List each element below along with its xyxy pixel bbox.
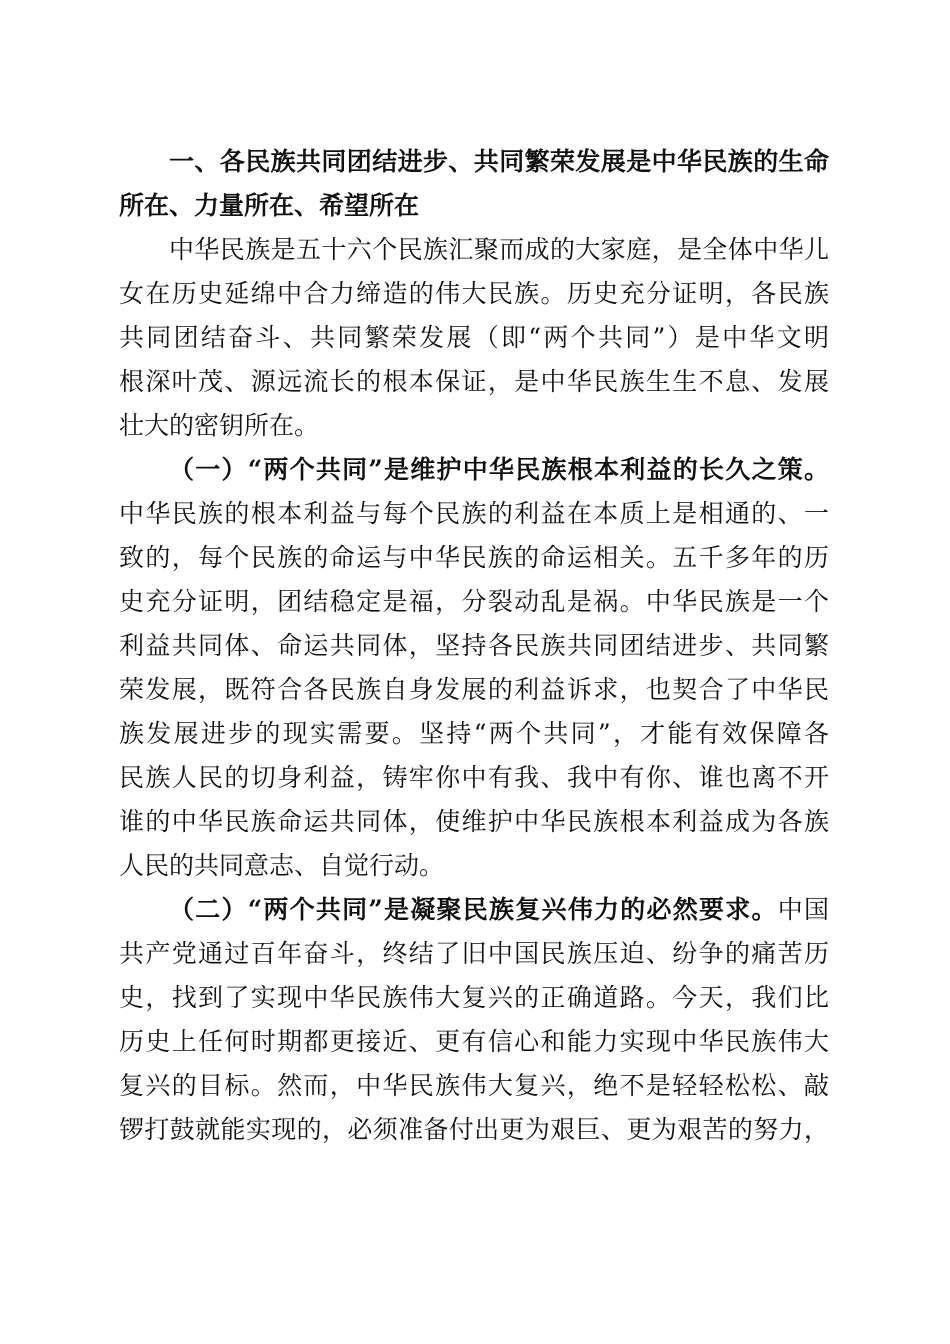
paragraph-line: 壮大的密钥所在。 <box>119 411 320 440</box>
paragraph-line: 利益共同体、命运共同体，坚持各民族共同团结进步、共同繁 <box>119 631 829 660</box>
paragraph-line: 女在历史延绵中合力缔造的伟大民族。历史充分证明，各民族 <box>119 279 829 308</box>
subsection-heading: （一）“两个共同”是维护中华民族根本利益的长久之策。 <box>169 455 829 484</box>
paragraph-line: 锣打鼓就能实现的，必须准备付出更为艰巨、更为艰苦的努力， <box>119 1115 829 1144</box>
paragraph-line: 谁的中华民族命运共同体，使维护中华民族根本利益成为各族 <box>119 807 829 836</box>
paragraph-line: 荣发展，既符合各民族自身发展的利益诉求，也契合了中华民 <box>119 675 829 704</box>
subsection-first-line <box>119 888 829 932</box>
paragraph-line: 史充分证明，团结稳定是福，分裂动乱是祸。中华民族是一个 <box>119 587 829 616</box>
paragraph-text: 中国 <box>777 895 829 924</box>
intro-paragraph <box>119 228 829 448</box>
subsection-heading: （二）“两个共同”是凝聚民族复兴伟力的必然要求。 <box>169 895 778 924</box>
paragraph-line: 民族人民的切身利益，铸牢你中有我、我中有你、谁也离不开 <box>119 763 829 792</box>
section-heading-line-2: 所在、力量所在、希望所在 <box>119 191 420 220</box>
section-1-paragraph <box>119 448 829 888</box>
paragraph-line: 共同团结奋斗、共同繁荣发展（即“两个共同”）是中华文明 <box>119 323 829 352</box>
paragraph-line: 复兴的目标。然而，中华民族伟大复兴，绝不是轻轻松松、敲 <box>119 1071 829 1100</box>
paragraph-line: 根深叶茂、源远流长的根本保证，是中华民族生生不息、发展 <box>119 367 829 396</box>
paragraph-line: 共产党通过百年奋斗，终结了旧中国民族压迫、纷争的痛苦历 <box>119 939 829 968</box>
section-heading-line-1: 一、各民族共同团结进步、共同繁荣发展是中华民族的生命 <box>169 147 829 176</box>
document-page <box>119 140 829 1152</box>
paragraph-line: 人民的共同意志、自觉行动。 <box>119 851 445 880</box>
paragraph-line: 历史上任何时期都更接近、更有信心和能力实现中华民族伟大 <box>119 1027 829 1056</box>
section-2-paragraph <box>119 888 829 1152</box>
paragraph-line: 中华民族是五十六个民族汇聚而成的大家庭，是全体中华儿 <box>169 235 829 264</box>
paragraph-line: 中华民族的根本利益与每个民族的利益在本质上是相通的、一 <box>119 499 829 528</box>
paragraph-line: 族发展进步的现实需要。坚持“两个共同”，才能有效保障各 <box>119 719 829 748</box>
paragraph-line: 致的，每个民族的命运与中华民族的命运相关。五千多年的历 <box>119 543 829 572</box>
paragraph-line: 史，找到了实现中华民族伟大复兴的正确道路。今天，我们比 <box>119 983 829 1012</box>
